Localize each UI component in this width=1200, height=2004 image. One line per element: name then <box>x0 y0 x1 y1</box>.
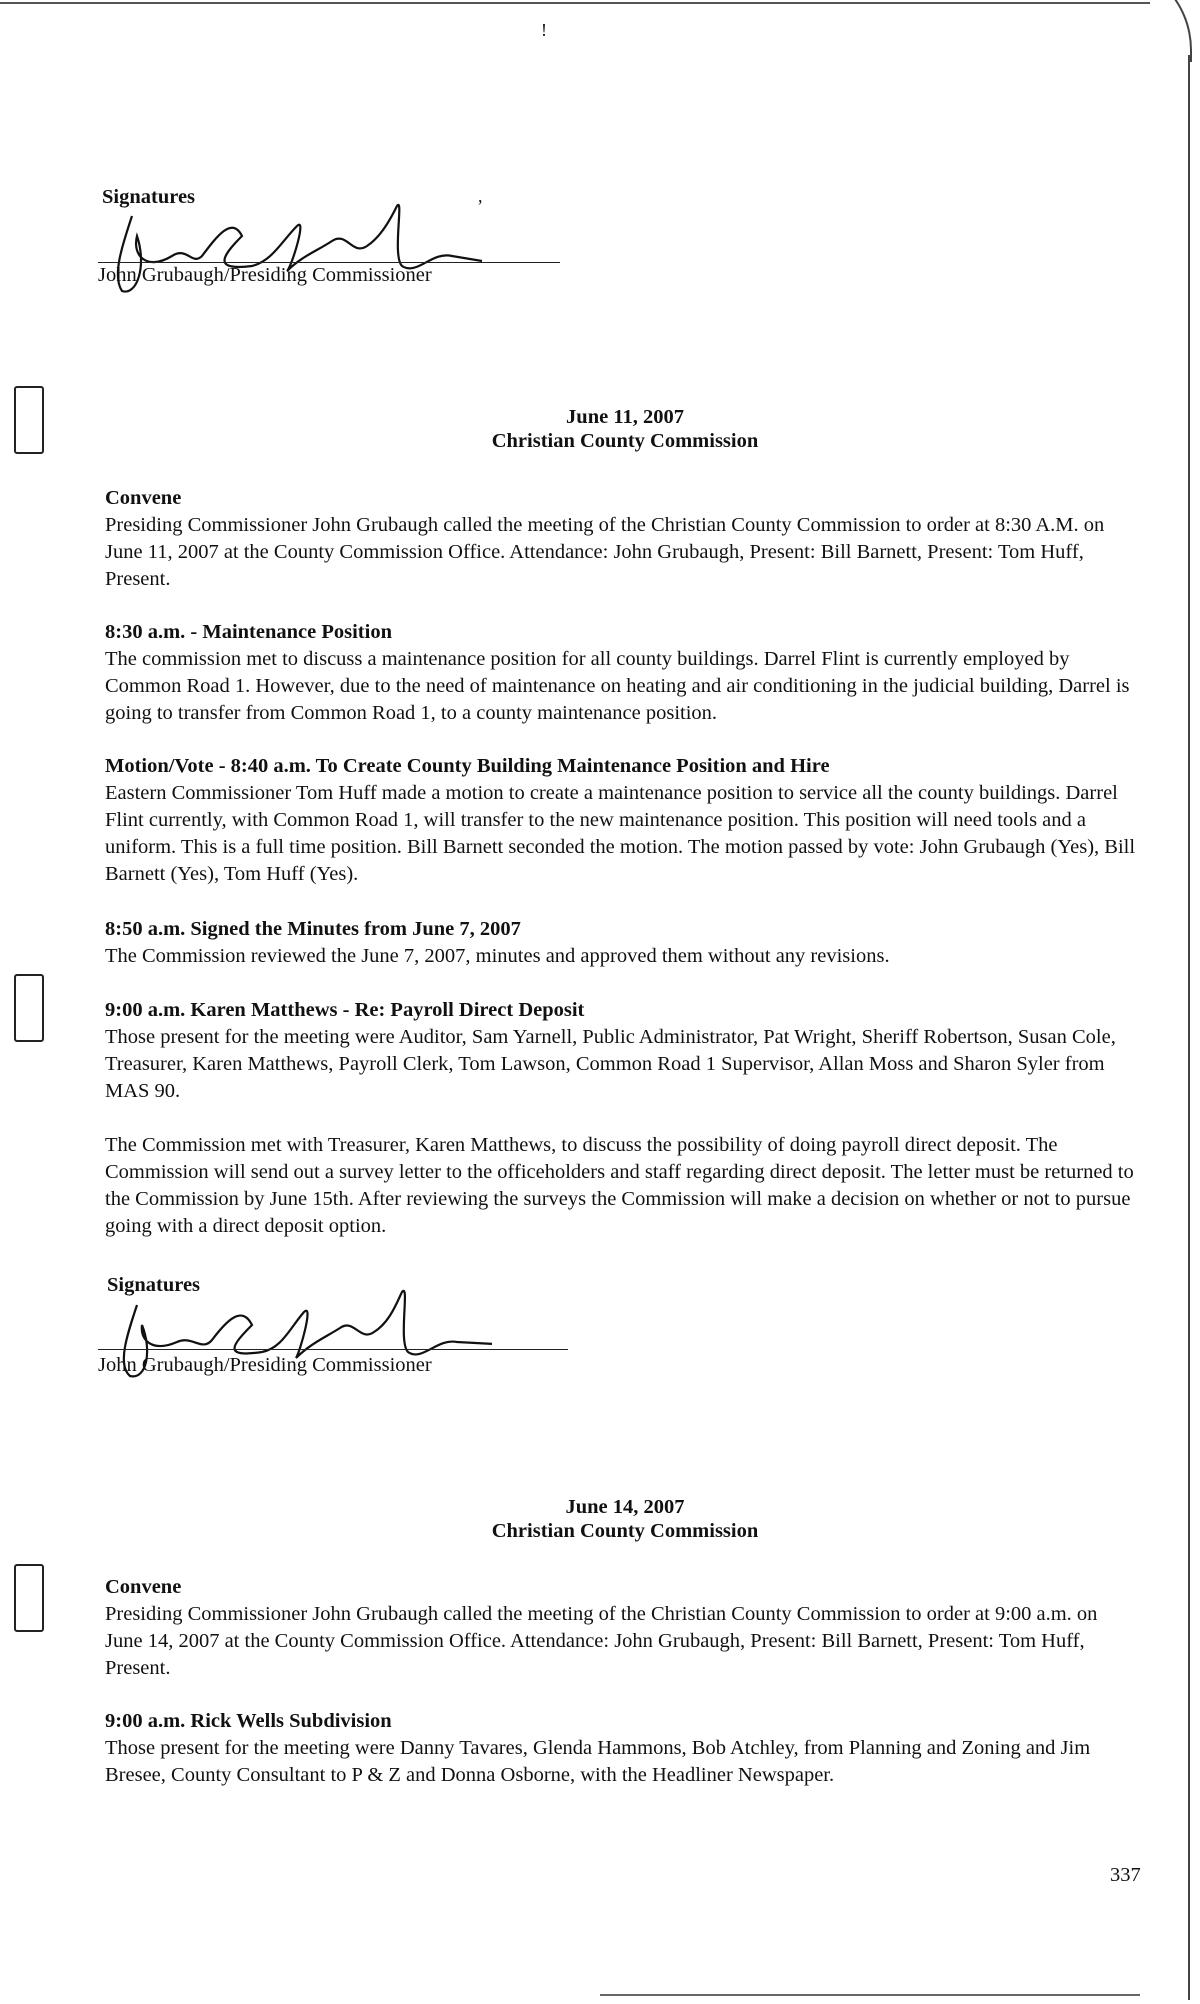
meeting-date-june-14: June 14, 2007 <box>565 1496 685 1518</box>
section-heading: 8:30 a.m. - Maintenance Position <box>105 621 392 643</box>
section-text: The commission met to discuss a maintenance position for all county buildings. Darrel Flint is currently employed by Common Road 1. However, due to the need of maintenance on heating and air conditioning in the judicial building, Darrel is going to transfer from Common Road 1, to a county maintenance position. <box>105 648 1130 724</box>
meeting-body-june-14: Christian County Commission <box>491 1520 759 1542</box>
signer-caption: John Grubaugh/Presiding Commissioner <box>98 264 432 286</box>
signer-caption: John Grubaugh/Presiding Commissioner <box>98 1354 432 1376</box>
section-heading: 9:00 a.m. Karen Matthews - Re: Payroll Direct Deposit <box>105 999 585 1021</box>
stray-mark: , <box>478 186 483 206</box>
subdivision-section <box>105 1708 1140 1789</box>
page-edge-corner <box>1090 0 1192 62</box>
meeting-date-june-11: June 11, 2007 <box>566 406 684 428</box>
page-edge-bottom <box>600 1994 1140 1996</box>
page-edge-right <box>1188 55 1190 2000</box>
motion-vote-section <box>105 753 1140 888</box>
signatures-label: Signatures <box>102 186 196 208</box>
scan-mark: ! <box>541 20 547 40</box>
section-text: Presiding Commissioner John Grubaugh called the meeting of the Christian County Commission to order at 8:30 A.M. on June 11, 2007 at the County Commission Office. Attendance: John Grubaugh, Present: Bill Barnett, Present: Tom Huff, Present. <box>105 514 1105 590</box>
section-text: The Commission reviewed the June 7, 2007, minutes and approved them without any revisions. <box>105 945 890 967</box>
section-text: Eastern Commissioner Tom Huff made a motion to create a maintenance position to service all the county buildings. Darrel Flint currently, with Common Road 1, will transfer to the new maintenance position. This position will need tools and a uniform. This is a full time position. Bill Barnett seconded the motion. The motion passed by vote: John Grubaugh (Yes), Bill Barnett (Yes), Tom Huff (Yes). <box>105 782 1136 885</box>
signature-line <box>98 1349 568 1350</box>
section-text: Those present for the meeting were Auditor, Sam Yarnell, Public Administrator, Pat Wright, Sheriff Robertson, Susan Cole, Treasurer, Karen Matthews, Payroll Clerk, Tom Lawson, Common Road 1 Supervisor, Allan Moss and Sharon Syler from MAS 90. <box>105 1026 1116 1102</box>
section-heading: Convene <box>105 1576 182 1598</box>
section-text-continued: The Commission met with Treasurer, Karen Matthews, to discuss the possibility of doing payroll direct deposit. The Commission will send out a survey letter to the officeholders and staff regarding direct deposit. The letter must be returned to the Commission by June 15th. After reviewing the surveys the Commission will make a decision on whether or not to pursue going with a direct deposit option. <box>105 1134 1134 1237</box>
meeting-body-june-11: Christian County Commission <box>491 430 759 452</box>
convene-section-june-11 <box>105 485 1140 593</box>
convene-section-june-14 <box>105 1574 1140 1682</box>
payroll-section <box>105 997 1140 1240</box>
binder-hole-bottom <box>14 1564 44 1632</box>
section-heading: 8:50 a.m. Signed the Minutes from June 7, 2007 <box>105 918 521 940</box>
section-heading: Convene <box>105 487 182 509</box>
page-number: 337 <box>1110 1864 1141 1886</box>
binder-hole-middle <box>14 974 44 1042</box>
section-text: Those present for the meeting were Danny Tavares, Glenda Hammons, Bob Atchley, from Planning and Zoning and Jim Bresee, County Consultant to P & Z and Donna Osborne, with the Headliner Newspaper. <box>105 1737 1091 1786</box>
section-heading: Motion/Vote - 8:40 a.m. To Create County Building Maintenance Position and Hire <box>105 755 830 777</box>
section-heading: 9:00 a.m. Rick Wells Subdivision <box>105 1710 392 1732</box>
signature-line <box>98 262 560 263</box>
signatures-label: Signatures <box>107 1274 201 1296</box>
section-text: Presiding Commissioner John Grubaugh called the meeting of the Christian County Commission to order at 9:00 a.m. on June 14, 2007 at the County Commission Office. Attendance: John Grubaugh, Present: Bill Barnett, Present: Tom Huff, Present. <box>105 1603 1098 1679</box>
minutes-section <box>105 916 1140 970</box>
maintenance-section <box>105 619 1140 727</box>
page-edge-top <box>0 2 1150 4</box>
